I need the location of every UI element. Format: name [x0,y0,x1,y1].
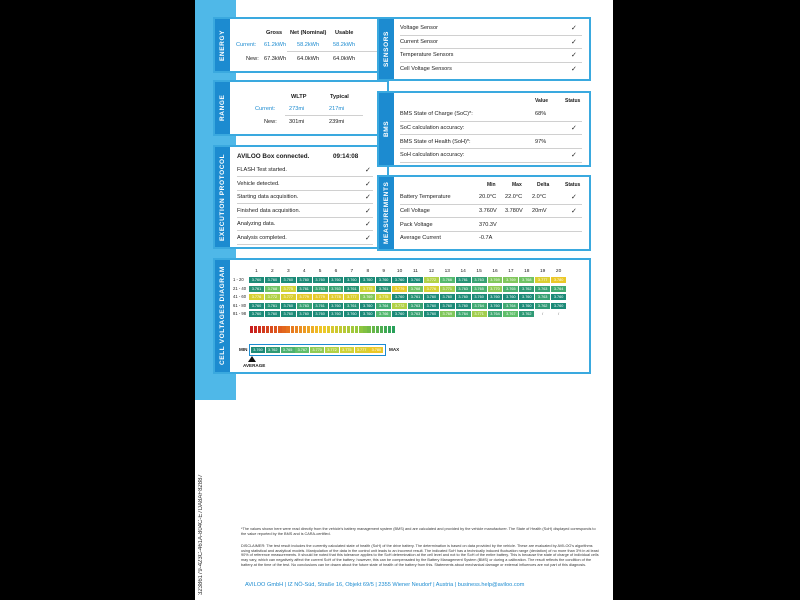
cell-voltage: 3.760 [519,294,534,300]
cell-row-label: 21 - 40 [233,285,247,291]
cell-row-label: 1 - 20 [233,277,244,282]
gradient-segment [335,326,338,333]
gradient-segment [282,326,285,333]
measurement-value: 20mV [532,207,547,214]
gradient-segment [339,326,342,333]
gradient-segment [359,326,362,333]
cell-column-number: 16 [492,269,498,274]
cell-row-label: 61 - 80 [233,302,247,308]
cell-voltages-title: CELL VOLTAGES DIAGRAM [219,266,226,366]
cell-voltage: 3.760 [360,303,375,309]
cell-voltage: 3.771 [472,311,487,317]
cell-voltage: 3.760 [360,277,375,283]
measurements-card [377,175,591,251]
cell-voltage: 3.764 [472,303,487,309]
cell-voltage: 3.760 [329,277,344,283]
cell-voltage: 3.763 [456,286,471,292]
cell-voltage: 3.775 [360,286,375,292]
cell-column-number: 2 [271,269,274,274]
cell-voltage: 3.772 [392,303,407,309]
cell-voltage: 3.763 [535,286,550,292]
cell-voltage: 3.768 [519,277,534,283]
cell-voltage: 3.760 [551,303,566,309]
cell-voltage: 3.760 [440,294,455,300]
gradient-segment [384,326,387,333]
cell-voltage: 3.764 [456,311,471,317]
cell-voltage: 3.760 [249,303,264,309]
cell-voltage: 3.761 [456,277,471,283]
cell-voltage: 3.760 [281,311,296,317]
gradient-segment [388,326,391,333]
cell-column-number: 20 [555,269,562,274]
range-header-typical: Typical [330,94,349,100]
cell-column-number: 18 [524,269,530,274]
cell-voltage: 3.760 [392,277,407,283]
cell-voltage: 3.760 [456,303,471,309]
execution-step: Vehicle detected. [237,180,280,187]
check-icon: ✓ [571,124,577,132]
cell-voltage: 3.760 [472,294,487,300]
voltage-gradient-bar [250,326,396,333]
meas-header-status: Status [565,182,581,188]
cell-voltage: 3.763 [472,277,487,283]
cell-voltages-card [213,258,591,374]
measurement-value: 370.3V [479,221,497,228]
meas-header-max: Max [512,182,522,188]
cell-voltage: 3.766 [440,277,455,283]
average-label: AVERAGE [243,363,266,368]
cell-voltage: 3.762 [519,311,534,317]
energy-current-net: 58.2kWh [297,42,320,48]
gradient-segment [355,326,358,333]
check-icon: ✓ [571,65,577,73]
cell-voltage: 3.776 [424,286,439,292]
energy-header-usable: Usable [335,30,354,36]
scale-value: 3.780 [369,347,383,353]
gradient-segment [299,326,302,333]
cell-voltage: 3.777 [344,294,359,300]
gradient-segment [250,326,253,333]
cell-voltage: 3.760 [297,311,312,317]
cell-voltage: 3.768 [408,286,423,292]
measurement-value: -0.7A [479,235,493,242]
gradient-segment [307,326,310,333]
cell-voltage: 3.760 [376,277,391,283]
bms-card [377,91,591,167]
execution-heading: AVILOO Box connected. [237,153,310,160]
energy-new-usable: 64.0kWh [333,56,356,62]
cell-voltage: 3.760 [281,303,296,309]
gradient-segment [270,326,273,333]
gradient-segment [392,326,395,333]
cell-voltage: 3.770 [488,286,503,292]
cell-voltage: 3.777 [535,277,550,283]
sensor-item: Voltage Sensor [400,25,438,31]
cell-voltage: 3.779 [313,294,328,300]
cell-voltage: 3.760 [424,311,439,317]
cell-voltage: 3.760 [440,303,455,309]
average-marker-icon [248,356,256,362]
meas-header-min: Min [487,182,496,188]
check-icon: ✓ [571,207,577,215]
scale-value: 3.777 [355,347,369,353]
gradient-segment [286,326,289,333]
measurement-label: Average Current [400,235,441,242]
cell-voltage: 3.760 [344,277,359,283]
cell-voltage: 3.761 [313,303,328,309]
cell-voltage: 3.769 [360,294,375,300]
cell-voltage: 3.760 [249,311,264,317]
cell-voltage: 3.765 [503,286,518,292]
cell-voltage: 3.760 [313,277,328,283]
cell-column-number: 14 [460,269,466,274]
cell-voltage: 3.768 [265,286,280,292]
energy-card [213,17,389,73]
cell-column-number: 19 [540,269,546,274]
cell-voltage: 3.764 [551,286,566,292]
cell-voltage: 3.760 [488,294,503,300]
bms-row-label: BMS State of Charge (SoC)*: [400,111,473,117]
energy-current-usable: 58.2kWh [333,42,356,48]
gradient-segment [327,326,330,333]
cell-column-number: 15 [476,269,482,274]
cell-column-number: 8 [366,269,370,274]
cell-voltage: 3.760 [488,303,503,309]
cell-voltage: 3.776 [249,294,264,300]
gradient-segment [343,326,346,333]
meas-header-delta: Delta [537,182,550,188]
cell-voltage: 3.763 [313,286,328,292]
execution-time: 09:14:08 [333,153,359,160]
check-icon: ✓ [571,38,577,46]
cell-column-number: 3 [286,269,290,274]
gradient-segment [351,326,354,333]
cell-voltage: 3.763 [535,294,550,300]
cell-voltage: 3.763 [408,311,423,317]
gradient-segment [254,326,257,333]
cell-voltage: 3.761 [344,286,359,292]
gradient-segment [303,326,306,333]
gradient-segment [295,326,298,333]
gradient-segment [323,326,326,333]
sensors-title: SENSORS [383,31,390,67]
check-icon: ✓ [571,52,577,60]
cell-row-label: 81 - 98 [233,311,247,317]
cell-voltage: 3.779 [392,286,407,292]
cell-voltage: 3.760 [503,294,518,300]
check-icon: ✓ [571,152,577,160]
gradient-segment [331,326,334,333]
scale-value: 3.762 [266,347,280,353]
cell-column-number: 4 [302,269,306,274]
cell-voltage: 3.760 [313,311,328,317]
range-new-typical: 239mi [329,119,345,125]
sensor-item: Temperature Sensors [400,52,454,59]
scale-min-label: MIN [239,347,248,352]
scale-value: 3.770 [310,347,324,353]
cell-voltage: 3.769 [440,311,455,317]
cell-voltage: 3.775 [376,294,391,300]
bms-row-value: 68% [535,111,547,117]
energy-title: ENERGY [219,29,226,61]
range-current-wltp: 273mi [289,106,305,112]
cell-voltage: 3.769 [488,277,503,283]
measurement-value: 3.780V [505,207,523,214]
cell-voltage: 3.764 [376,303,391,309]
gradient-segment [380,326,383,333]
measurement-value: 22.0°C [505,194,523,200]
measurement-value: 2.0°C [532,194,547,200]
cell-voltage: 3.760 [424,294,439,300]
cell-voltage: 3.761 [297,286,312,292]
scale-value: 3.760 [251,347,265,353]
bms-row-label: BMS State of Health (SoH)*: [400,138,471,145]
energy-new-gross: 67.3kWh [264,56,287,62]
energy-new-net: 64.0kWh [297,56,320,62]
gradient-segment [363,326,366,333]
cell-voltage: 3.777 [281,294,296,300]
check-icon: ✓ [365,234,371,242]
cell-voltage: 3.760 [265,277,280,283]
gradient-segment [376,326,379,333]
bms-header-value: Value [535,98,549,104]
gradient-segment [347,326,350,333]
cell-voltage: 3.761 [408,294,423,300]
cell-column-number: 13 [444,269,450,274]
measurements-title: MEASUREMENTS [383,181,390,245]
scale-value: 3.767 [295,347,309,353]
cell-voltage: 3.772 [424,277,439,283]
check-icon: ✓ [365,167,371,174]
empty-cell: / [535,311,550,317]
company-footer: AVILOO GmbH | IZ NÖ-Süd, Straße 16, Objekt 69/5 | 2355 Wiener Neudorf | Austria | business.help@aviloo.com [245,582,525,588]
footnote-bms: *The values shown here were read directly from the vehicle's battery management system (BMS) and are calculated and provided by the vehicle manufacturer. The State of Health (SoH) displayed corresponds to the value reported by the BMS and is CARA-certified. [241,527,596,536]
document-id: 32386179-423C-461A-804C-E7DA8AF82887 [198,474,204,595]
execution-step: Finished data acquisition. [237,207,301,214]
cell-voltage: 3.760 [408,277,423,283]
cell-column-number: 5 [318,269,322,274]
gradient-segment [367,326,370,333]
cell-voltage: 3.761 [376,286,391,292]
cell-voltage: 3.760 [329,303,344,309]
check-icon: ✓ [571,25,577,32]
cell-column-number: 1 [255,269,258,274]
cell-voltage: 3.772 [265,294,280,300]
bms-row-value: 97% [535,138,547,145]
empty-cell: / [551,311,566,317]
bms-header-status: Status [565,98,581,104]
cell-voltage: 3.764 [488,311,503,317]
gradient-segment [258,326,261,333]
range-current-typical: 217mi [329,106,345,112]
voltage-scale [249,344,386,356]
gradient-segment [291,326,294,333]
cell-voltage: 3.764 [503,303,518,309]
measurement-value: 20.0°C [479,194,497,200]
gradient-segment [266,326,269,333]
cell-column-number: 10 [396,269,403,274]
execution-step: Analyzing data. [237,221,276,227]
scale-value: 3.772 [325,347,339,353]
measurement-value: 3.760V [479,207,497,214]
cell-voltage: 3.760 [392,294,407,300]
cell-voltage: 3.779 [297,294,312,300]
cell-column-number: 12 [428,269,435,274]
cell-voltage: 3.762 [519,286,534,292]
cell-voltage: 3.780 [551,277,566,283]
cell-voltage: 3.771 [440,286,455,292]
execution-step: FLASH Test started. [237,167,287,173]
gradient-segment [372,326,375,333]
check-icon: ✓ [365,207,371,215]
measurement-label: Cell Voltage [400,207,430,214]
cell-voltage: 3.760 [456,294,471,300]
cell-column-number: 7 [350,269,354,274]
check-icon: ✓ [571,194,577,201]
range-current-label: Current: [255,106,276,112]
cell-voltage: 3.766 [376,311,391,317]
execution-step: Analysis completed. [237,234,287,241]
bms-row-label: SoH calculation accuracy: [400,152,465,159]
sensor-item: Cell Voltage Sensors [400,65,452,72]
range-card [213,80,389,136]
cell-voltage: 3.760 [297,277,312,283]
energy-header-gross: Gross [266,30,283,36]
gradient-segment [262,326,265,333]
cell-voltage: 3.762 [535,303,550,309]
energy-new-label: New: [246,56,259,62]
energy-current-gross: 61.2kWh [264,42,287,48]
cell-voltage: 3.763 [408,303,423,309]
cell-voltage: 3.760 [249,277,264,283]
cell-voltage: 3.760 [392,311,407,317]
check-icon: ✓ [365,180,371,188]
gradient-segment [319,326,322,333]
execution-title: EXECUTION PROTOCOL [219,153,226,241]
cell-voltage: 3.760 [344,311,359,317]
measurement-label: Battery Temperature [400,194,451,200]
cell-voltage: 3.767 [503,311,518,317]
cell-voltage: 3.769 [503,277,518,283]
sensor-item: Current Sensor [400,38,438,45]
cell-voltage: 3.760 [281,277,296,283]
scale-value: 3.775 [340,347,354,353]
gradient-segment [315,326,318,333]
cell-voltage: 3.763 [329,286,344,292]
gradient-segment [274,326,277,333]
cell-voltage: 3.760 [551,294,566,300]
sensors-card [377,17,591,81]
cell-voltage: 3.761 [265,303,280,309]
cell-column-number: 11 [413,269,418,274]
cell-column-number: 6 [334,269,338,274]
cell-voltage: 3.763 [297,303,312,309]
scale-max-label: MAX [389,347,400,352]
cell-column-number: 9 [382,269,386,274]
energy-current-label: Current: [236,42,257,48]
range-header-wltp: WLTP [291,94,307,100]
cell-voltage: 3.761 [249,286,264,292]
check-icon: ✓ [365,194,371,201]
cell-voltage: 3.760 [360,311,375,317]
execution-step: Starting data acquisition. [237,194,299,200]
gradient-segment [278,326,281,333]
bms-title: BMS [383,120,390,138]
check-icon: ✓ [365,221,371,228]
energy-header-net: Net (Nominal) [290,30,327,36]
cell-voltage: 3.760 [424,303,439,309]
measurement-label: Pack Voltage [400,221,433,228]
gradient-segment [311,326,314,333]
bms-row-label: SoC calculation accuracy: [400,124,465,131]
cell-column-number: 17 [508,269,514,274]
cell-voltage: 3.765 [472,286,487,292]
cell-voltage: 3.760 [265,311,280,317]
execution-card [213,145,389,249]
cell-voltage: 3.760 [519,303,534,309]
cell-row-label: 41 - 60 [233,294,247,300]
report-page [195,0,613,600]
disclaimer: DISCLAIMER: The test result includes the currently calculated state of health (SoH) of the drive battery. The determination is based on data provided by the vehicle. These are evaluated by AVILOO's algorithms using statistical and analytical models. Manipulation of the data in the control unit leads to an incorrect result. The indicated SoH has a technically induced fluctuation range (deviation) of no more than 3% in at least 90% of reference measurements. It should be noted that this tolerance applies to the SoH determination at the cell level and not to the SoH of the entire battery. This is because the state of charge of individual cells may vary, which can negatively affect the current SoH of the battery; however, this can be compensated by the Battery Management System (BMS) or during a calibration. The result reflects the condition of the battery at the time of the test. No conclusions can be drawn about the future state of health of the battery from this. Statements about mechanical damage or external influences are not part of this diagnosis. [241,544,599,567]
range-new-wltp: 301mi [289,119,305,125]
cell-voltage: 3.761 [344,303,359,309]
cell-voltage: 3.760 [329,311,344,317]
range-new-label: New: [264,119,277,125]
range-title: RANGE [219,94,226,122]
cell-voltage: 3.775 [281,286,296,292]
cell-voltage: 3.778 [329,294,344,300]
scale-value: 3.765 [281,347,295,353]
